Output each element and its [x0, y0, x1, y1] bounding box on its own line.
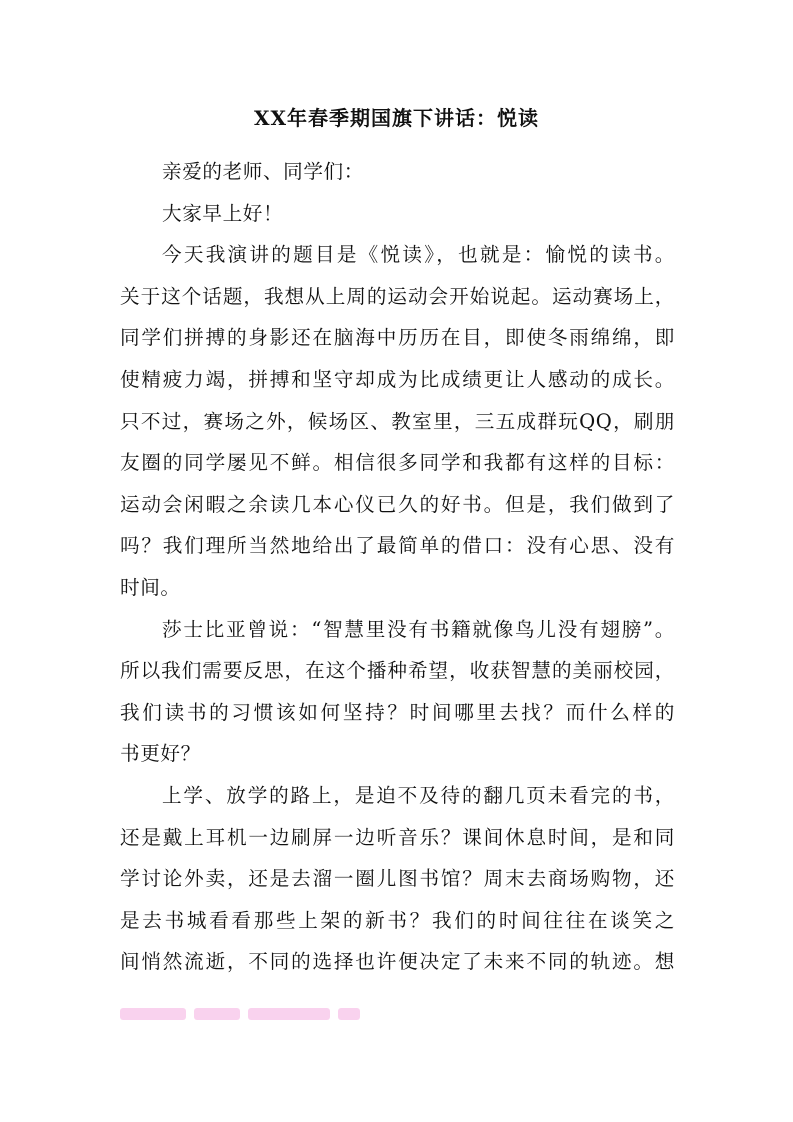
paragraph-1-line-8: 吗？我们理所当然地给出了最简单的借口：没有心思、没有: [120, 534, 675, 558]
document-title: XX年春季期国旗下讲话：悦读: [253, 106, 540, 130]
paragraph-2-line-4: 书更好？: [120, 742, 201, 766]
paragraph-3-line-5: 间悄然流逝，不同的选择也许便决定了未来不同的轨迹。想: [120, 950, 675, 974]
paragraph-2-line-1: 莎士比亚曾说：“智慧里没有书籍就像鸟儿没有翅膀”。: [162, 617, 675, 641]
greeting-line: 大家早上好！: [162, 201, 284, 225]
watermark-block-2: [194, 1008, 240, 1020]
paragraph-1-line-1: 今天我演讲的题目是《悦读》，也就是：愉悦的读书。: [162, 243, 675, 267]
watermark-block-1: [120, 1008, 186, 1020]
paragraph-1-line-7: 运动会闲暇之余读几本心仪已久的好书。但是，我们做到了: [120, 492, 675, 516]
paragraph-3-line-1: 上学、放学的路上，是迫不及待的翻几页未看完的书，: [162, 783, 675, 807]
paragraph-2-line-3: 我们读书的习惯该如何坚持？时间哪里去找？而什么样的: [120, 700, 675, 724]
paragraph-1-line-9: 时间。: [120, 575, 181, 599]
watermark-block-4: [338, 1008, 360, 1020]
paragraph-1-line-3: 同学们拼搏的身影还在脑海中历历在目，即使冬雨绵绵，即: [120, 326, 675, 350]
watermark-block-3: [248, 1008, 330, 1020]
blurred-watermark: [120, 1003, 360, 1025]
paragraph-1-line-6: 友圈的同学屡见不鲜。相信很多同学和我都有这样的目标：: [120, 451, 675, 475]
paragraph-1-line-2: 关于这个话题，我想从上周的运动会开始说起。运动赛场上，: [120, 284, 675, 308]
paragraph-1-line-5: 只不过，赛场之外，候场区、教室里，三五成群玩QQ，刷朋: [120, 409, 675, 433]
paragraph-2-line-2: 所以我们需要反思，在这个播种希望，收获智慧的美丽校园，: [120, 659, 675, 683]
document-body: [120, 151, 675, 983]
salutation-line: 亲爱的老师、同学们：: [162, 160, 364, 183]
paragraph-3-line-3: 学讨论外卖，还是去溜一圈儿图书馆？周末去商场购物，还: [120, 867, 675, 891]
paragraph-1-line-4: 使精疲力竭，拼搏和坚守却成为比成绩更让人感动的成长。: [120, 367, 675, 391]
paragraph-3-line-2: 还是戴上耳机一边刷屏一边听音乐？课间休息时间，是和同: [120, 825, 675, 849]
paragraph-3-line-4: 是去书城看看那些上架的新书？我们的时间往往在谈笑之: [120, 908, 675, 932]
